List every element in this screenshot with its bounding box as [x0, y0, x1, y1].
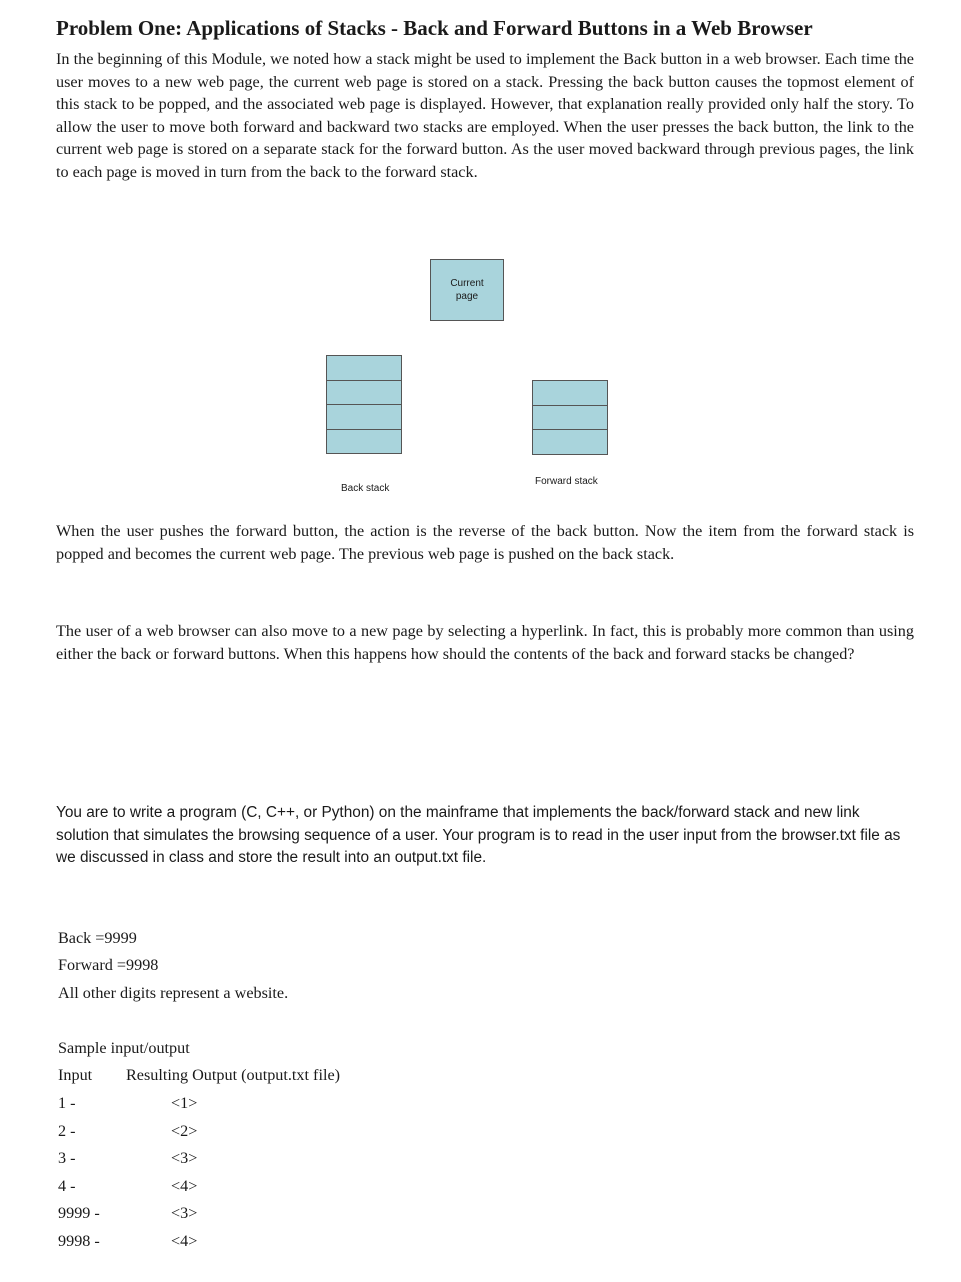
sample-output: <1> [171, 1094, 198, 1112]
back-stack-diagram [326, 355, 402, 454]
sample-output: <4> [171, 1176, 198, 1195]
sample-title: Sample input/output [58, 1039, 190, 1057]
other-digits-definition: All other digits represent a website. [58, 984, 289, 1002]
forward-definition: Forward =9998 [58, 956, 159, 974]
output-column-header: Resulting Output (output.txt file) [126, 1066, 341, 1084]
forward-stack-caption: Forward stack [535, 476, 598, 487]
sample-input: 4 - [58, 1176, 76, 1195]
sample-input: 9999 - [58, 1204, 100, 1222]
sample-output: <3> [171, 1149, 198, 1167]
stack-cell [533, 430, 607, 454]
stack-cell [533, 381, 607, 406]
current-page-label-line1: Current [450, 278, 484, 289]
sample-row [58, 1230, 358, 1252]
back-stack-caption: Back stack [341, 483, 390, 494]
stack-cell [327, 405, 401, 430]
input-column-header: Input [58, 1066, 93, 1084]
forward-paragraph: When the user pushes the forward button, the action is the reverse of the back button. Now the item from the forward stack is popped and becomes the current web page. The previous web page is pushed on the back stack. [56, 522, 914, 563]
stack-cell [533, 406, 607, 431]
sample-table-header [58, 1064, 340, 1086]
sample-output: <3> [171, 1204, 198, 1222]
sample-output: <2> [171, 1121, 198, 1140]
current-page-label-line2: page [455, 291, 479, 302]
sample-row [58, 1202, 358, 1224]
sample-output: <4> [171, 1231, 198, 1250]
intro-paragraph: In the beginning of this Module, we noted how a stack might be used to implement the Back button in a web browser. Each time the user moves to a new web page, the current web page is stored on a stack. Pressing the back button causes the topmost element of this stack to be popped, and the associated web page is displayed. However, that explanation really provided only half the story. To allow the user to move both forward and backward two stacks are employed. When the user presses the back button, the link to the current web page is stored on a separate stack for the forward button. As the user moved backward through previous pages, the link to each page is moved in turn from the back to the forward stack. [56, 50, 914, 181]
sample-row [58, 1175, 358, 1197]
sample-row [58, 1092, 358, 1114]
forward-stack-diagram [532, 380, 608, 455]
sample-input: 9998 - [58, 1231, 100, 1250]
sample-input: 1 - [58, 1094, 76, 1112]
assignment-paragraph: You are to write a program (C, C++, or Python) on the mainframe that implements the back/forward stack and new link solution that simulates the browsing sequence of a user. Your program is to read in the user input from the browser.txt file as we discussed in class and store the result into an output.txt file. [56, 804, 901, 866]
sample-input: 3 - [58, 1149, 76, 1167]
sample-row [58, 1147, 358, 1169]
sample-row [58, 1120, 358, 1142]
stack-cell [327, 381, 401, 406]
hyperlink-paragraph: The user of a web browser can also move to a new page by selecting a hyperlink. In fact, this is probably more common than using either the back or forward buttons. When this happens how should the contents of the back and forward stacks be changed? [56, 622, 914, 663]
stack-cell [327, 356, 401, 381]
current-page-box [430, 259, 504, 321]
back-definition: Back =9999 [58, 929, 137, 947]
stack-cell [327, 430, 401, 454]
problem-title: Problem One: Applications of Stacks - Back and Forward Buttons in a Web Browser [56, 16, 813, 40]
sample-input: 2 - [58, 1121, 76, 1140]
